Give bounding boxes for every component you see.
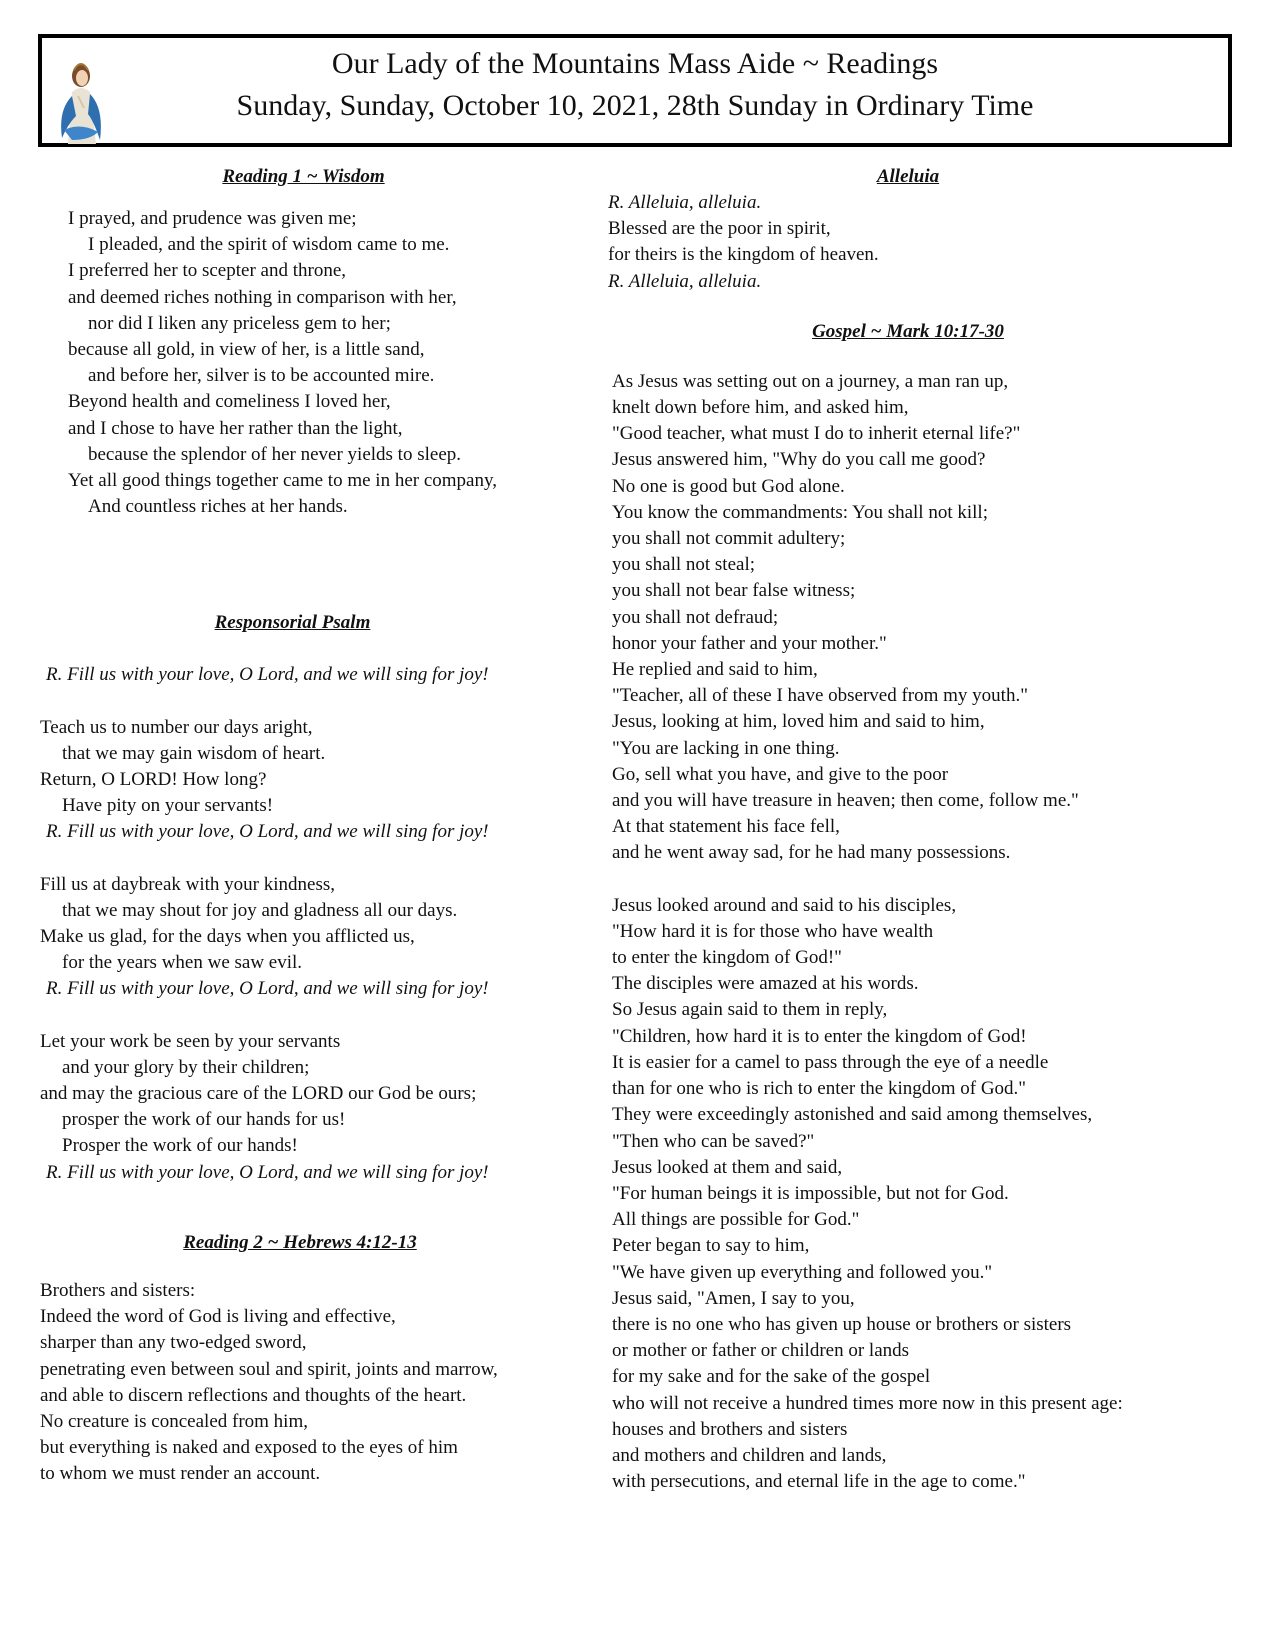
reading2-line: but everything is naked and exposed to the eyes of him — [40, 1437, 458, 1459]
gospel-line: All things are possible for God." — [612, 1209, 860, 1231]
gospel-line: As Jesus was setting out on a journey, a man ran up, — [612, 370, 1009, 392]
gospel-line: "We have given up everything and followed you." — [612, 1261, 993, 1283]
reading2-line: and able to discern reflections and thoughts of the heart. — [40, 1384, 467, 1406]
psalm-line: Let your work be seen by your servants — [40, 1030, 341, 1052]
gospel-line: who will not receive a hundred times more now in this present age: — [612, 1392, 1123, 1414]
gospel-line: "Then who can be saved?" — [612, 1130, 815, 1152]
gospel-line: and you will have treasure in heaven; then come, follow me." — [612, 790, 1079, 812]
gospel-line: with persecutions, and eternal life in the age to come." — [612, 1471, 1026, 1493]
psalm-line: Make us glad, for the days when you afflicted us, — [40, 926, 415, 948]
reading1-line: I preferred her to scepter and throne, — [68, 260, 346, 282]
gospel-line: Jesus, looking at him, loved him and said to him, — [612, 711, 985, 733]
alleluia-response: R. Alleluia, alleluia. — [608, 192, 762, 213]
right-column — [608, 164, 1248, 1495]
reading1-line: Beyond health and comeliness I loved her, — [68, 391, 391, 413]
reading2-line: penetrating even between soul and spirit, joints and marrow, — [40, 1358, 498, 1380]
psalm-line: for the years when we saw evil. — [62, 952, 303, 974]
alleluia-verse: for theirs is the kingdom of heaven. — [608, 244, 879, 266]
gospel-line: for my sake and for the sake of the gospel — [612, 1366, 931, 1388]
gospel-line: you shall not steal; — [612, 554, 756, 576]
gospel-line: "How hard it is for those who have wealth — [612, 920, 934, 942]
gospel-line: "Children, how hard it is to enter the kingdom of God! — [612, 1025, 1027, 1047]
psalm-response: R. Fill us with your love, O Lord, and we will sing for joy! — [46, 664, 489, 686]
gospel-line: "For human beings it is impossible, but not for God. — [612, 1182, 1009, 1204]
reading2-line: to whom we must render an account. — [40, 1463, 321, 1485]
psalm-line: and may the gracious care of the LORD our God be ours; — [40, 1083, 477, 1105]
reading1-line: I pleaded, and the spirit of wisdom came to me. — [88, 234, 450, 256]
gospel-line: Jesus answered him, "Why do you call me good? — [612, 449, 986, 471]
gospel-line: Peter began to say to him, — [612, 1235, 810, 1257]
psalm-response: R. Fill us with your love, O Lord, and we will sing for joy! — [46, 821, 489, 843]
gospel-line: At that statement his face fell, — [612, 816, 840, 838]
gospel-line: you shall not commit adultery; — [612, 528, 846, 550]
gospel-line: "You are lacking in one thing. — [612, 737, 840, 759]
gospel-line: It is easier for a camel to pass through the eye of a needle — [612, 1051, 1049, 1073]
gospel-part2 — [608, 893, 1248, 1496]
reading1-line: and deemed riches nothing in comparison with her, — [68, 286, 457, 308]
gospel-line: The disciples were amazed at his words. — [612, 973, 919, 995]
gospel-line: "Good teacher, what must I do to inherit eternal life?" — [612, 423, 1021, 445]
psalm-response: R. Fill us with your love, O Lord, and we will sing for joy! — [46, 1161, 489, 1183]
page-title: Our Lady of the Mountains Mass Aide ~ Readings — [331, 47, 939, 80]
reading2-line: sharper than any two-edged sword, — [40, 1332, 307, 1354]
gospel-line: you shall not bear false witness; — [612, 580, 856, 602]
psalm-response: R. Fill us with your love, O Lord, and we will sing for joy! — [46, 978, 489, 1000]
psalm-line: Fill us at daybreak with your kindness, — [40, 873, 335, 895]
reading1-line: because all gold, in view of her, is a little sand, — [68, 339, 425, 361]
gospel-line: They were exceedingly astonished and said among themselves, — [612, 1104, 1093, 1126]
psalm-line: Teach us to number our days aright, — [40, 716, 313, 738]
psalm-line: that we may shout for joy and gladness all our days. — [62, 899, 458, 921]
gospel-part1 — [608, 369, 1248, 867]
gospel-line: and mothers and children and lands, — [612, 1444, 887, 1466]
gospel-line: and he went away sad, for he had many possessions. — [612, 842, 1011, 864]
psalm-line: prosper the work of our hands for us! — [62, 1109, 346, 1131]
psalm-line: and your glory by their children; — [62, 1056, 310, 1078]
gospel-line: houses and brothers and sisters — [612, 1418, 848, 1440]
gospel-line: So Jesus again said to them in reply, — [612, 999, 888, 1021]
gospel-heading: Gospel ~ Mark 10:17-30 — [812, 320, 1004, 342]
gospel-line: "Teacher, all of these I have observed from my youth." — [612, 685, 1028, 707]
gospel-line: knelt down before him, and asked him, — [612, 397, 909, 419]
gospel-line: honor your father and your mother." — [612, 632, 887, 654]
reading1-line: and I chose to have her rather than the light, — [68, 417, 403, 439]
alleluia-response: R. Alleluia, alleluia. — [608, 270, 762, 292]
gospel-line: you shall not defraud; — [612, 606, 779, 628]
reading2-line: Indeed the word of God is living and effective, — [40, 1306, 396, 1328]
gospel-line: or mother or father or children or lands — [612, 1340, 910, 1362]
left-column — [40, 164, 600, 1488]
alleluia-verse: Blessed are the poor in spirit, — [608, 218, 831, 240]
reading1-line: I prayed, and prudence was given me; — [68, 208, 357, 229]
reading1-line: nor did I liken any priceless gem to her; — [88, 312, 391, 334]
reading1-heading: Reading 1 ~ Wisdom — [222, 166, 385, 187]
reading2-line: Brothers and sisters: — [40, 1279, 196, 1301]
reading1-line: Yet all good things together came to me in her company, — [68, 470, 497, 492]
psalm-line: Return, O LORD! How long? — [40, 769, 267, 791]
psalm-line: Prosper the work of our hands! — [62, 1135, 298, 1157]
gospel-line: He replied and said to him, — [612, 659, 818, 681]
gospel-line: Jesus looked around and said to his disciples, — [612, 894, 957, 916]
gospel-line: there is no one who has given up house or brothers or sisters — [612, 1313, 1072, 1335]
psalm-line: that we may gain wisdom of heart. — [62, 742, 326, 764]
gospel-line: Jesus looked at them and said, — [612, 1156, 843, 1178]
gospel-line: Jesus said, "Amen, I say to you, — [612, 1287, 855, 1309]
gospel-line: You know the commandments: You shall not kill; — [612, 501, 988, 523]
page-header — [38, 34, 1232, 147]
gospel-line: No one is good but God alone. — [612, 475, 845, 497]
reading2-line: No creature is concealed from him, — [40, 1410, 308, 1432]
alleluia-heading: Alleluia — [876, 166, 940, 187]
reading2-heading: Reading 2 ~ Hebrews 4:12-13 — [183, 1231, 417, 1253]
gospel-line: Go, sell what you have, and give to the poor — [612, 763, 949, 785]
reading1-line: and before her, silver is to be accounted mire. — [88, 365, 435, 387]
gospel-line: than for one who is rich to enter the kingdom of God." — [612, 1078, 1027, 1100]
psalm-heading: Responsorial Psalm — [214, 612, 371, 634]
reading1-line: because the splendor of her never yields to sleep. — [88, 443, 462, 465]
reading1-line: And countless riches at her hands. — [88, 496, 348, 518]
gospel-line: to enter the kingdom of God!" — [612, 947, 842, 969]
page-subtitle: Sunday, Sunday, October 10, 2021, 28th Sunday in Ordinary Time — [236, 89, 1034, 122]
psalm-line: Have pity on your servants! — [62, 795, 274, 817]
